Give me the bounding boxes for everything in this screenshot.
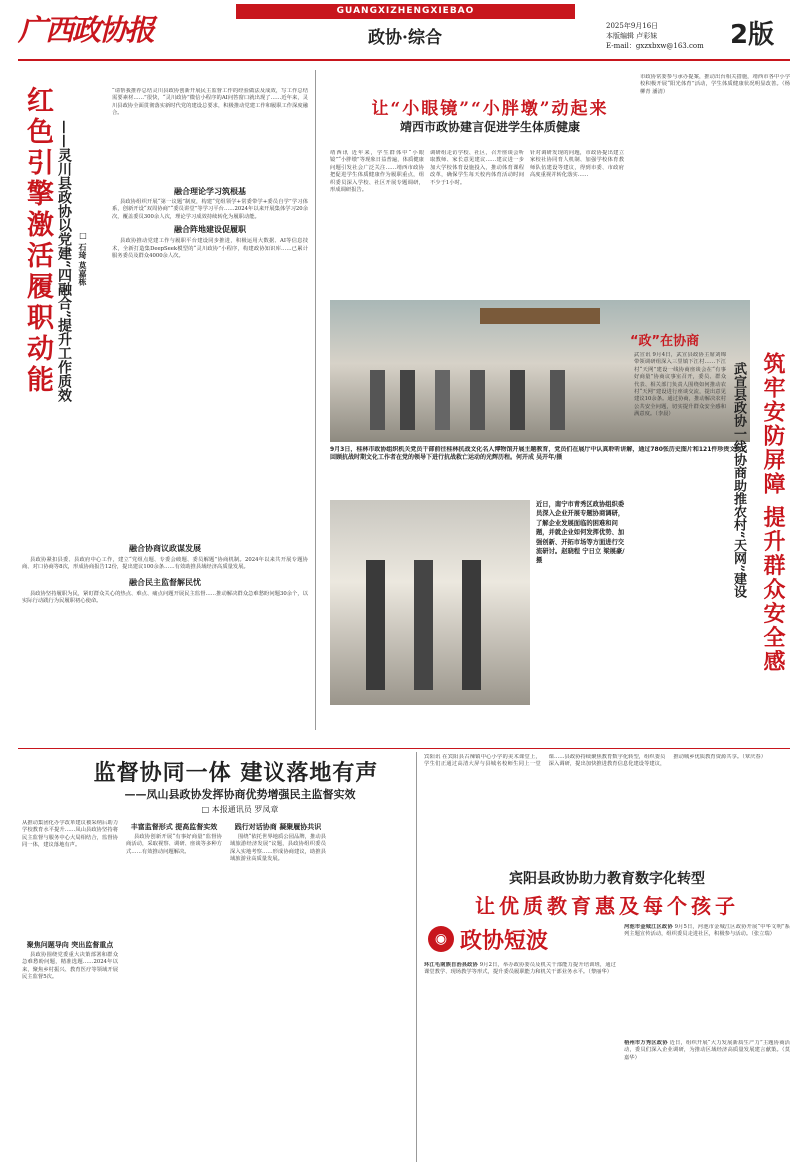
photo-figures [350,560,510,690]
top-story-col2: 调研组走访学校、社区，召开座谈会听取教师、家长意见建议……建议进一步加大学校体育设施投入，推动体育课程改革，确保学生每天校内体育活动时间不少于1小时。 [430,150,524,186]
brief-lead: 梧州市万秀区政协 [624,1040,668,1046]
bottom-left-col2 [126,820,222,1160]
briefs-title-box [424,922,616,956]
section-heading: 丰富监督形式 提高监督实效 [130,823,218,831]
section-text: 围绕“依托世界地质公园品牌，推动县域旅游经济发展”议题，县政协组织委员深入实地考察……形成协商建议，助推县域旅游业高质量发展。 [230,834,326,863]
top-story-col1: 靖西讯 近年来，学生群体中“小眼镜”“小胖墩”等现象日益普遍，体质健康问题引发社会广泛关注……靖西市政协把促进学生体质健康作为履职重点，组织委员深入学校、社区开展专题调研，形成调研报告。 [330,150,424,194]
section-title: 政协·综合 [368,28,442,48]
photo1-caption: 9月3日，桂林市政协组织机关党员干部前往桂林抗战文化名人博物馆开展主题教育，党员们在展厅中认真聆听讲解，通过780张历史图片和121件珍贵文物，回顾抗战时期文化工作者在党的领导下进行抗战救亡运动的光辉历程。何开成 吴开年/摄 [330,446,748,462]
bottom-left-col1 [22,938,118,1160]
right-story-text: 武宣讯 9月4日，武宣县政协主席刘锦带领调研组深入三里镇下江村……下江村“天网”建设一线协商座谈会在“有事好商量”协商议事室召开，委员、群众代表、相关部门负责人围绕如何推动农村“天网”建设进行座谈交流，提出意见建议10余条。通过协商，推动解决农村公共安全问题，切实提升群众安全感和满意度。（李晨） [634,352,726,418]
photo-banner [480,308,600,324]
date-line: 2025年9月16日 [606,22,659,30]
bottom-left-subtitle: ——凤山县政协发挥协商优势增强民主监督实效 [124,788,356,801]
masthead [0,0,811,58]
brief-lead: 环江毛南族自治县政协 [424,962,478,968]
brief-lead: 河池市金城江区政协 [624,924,673,930]
bottom-left-byline: □ 本报通讯员 罗凤章 [201,805,279,814]
pinyin-bar [236,4,575,19]
briefs-title: 政协短波 [460,929,549,954]
top-story-col4: 市政协常委参与承办提案，推动出台相关措施，靖西市各中小学校积极开展“阳光体育”活动，学生体质健康状况明显改善。（杨柳青 潘清） [640,74,790,95]
section-heading: 融合理论学习筑根基 [174,187,246,196]
section-heading: 融合阵地建设促履职 [174,225,246,235]
section-heading: 践行对话协商 凝聚履协共识 [234,823,322,831]
bottom-left-lead: 从推动集团化办学改革建议被采纳后助力学校教育水平提升……凤山县政协坚持将民主监督与服务中心大局相结合，监督协同一体，建议落地有声。 [22,820,118,849]
left-story-body [112,184,308,590]
zheng-label: “政”在协商 [630,334,700,349]
brief-text: 9月2日，举办政协委员及机关干部能力提升培训班，通过课堂教学、现场教学等形式，提升委员履职能力和机关干部业务水平。（黎丽华） [424,962,616,976]
bottom-right-title: 宾阳县政协助力教育数字化转型 [509,871,705,887]
section-text: 县政协紧扣县委、县政府中心工作，建立“党组点题、专委会破题、委员解题”协商机制。2024年以来共开展专题协商、对口协商等8次，形成协商报告12份，提出建议100余条……有效助推县域经济高质量发展。 [22,557,308,571]
brief-item [624,1040,790,1160]
photo-figures [370,370,620,430]
bottom-right-text: 宾阳讯 在宾阳县古辣镇中心小学的美术课堂上，学生们正通过高清大屏与县城名校师生同上一堂课……县政协持续聚焦教育数字化转型，组织委员深入调研，提出加快推进教育信息化建设等建议，推动城乡优质教育资源共享。（覃庆春） [424,754,767,768]
section-text: 县政协组织开展“第一议题”制度，构建“党组领学+常委带学+委员自学”学习体系，创新开设“双周协商”“委员讲堂”等学习平台……2024年以来开展集体学习20余次，覆盖委员300余人次，理论学习成效持续转化为履职动能。 [112,199,308,220]
section-text: 县政协坚持履职为民，紧盯群众关心的热点、难点、痛点问题开展民主监督……推动解决群众急难愁盼问题30余个，以实际行动践行为民履职初心使命。 [22,590,308,605]
pinyin-text: GUANGXIZHENGXIEBAO [336,6,475,16]
radio-icon: ◉ [428,926,454,952]
section-heading: 聚焦问题导向 突出监督重点 [26,941,114,949]
top-story-subtitle: 靖西市政协建言促进学生体质健康 [399,120,580,134]
top-story-title: 让“小眼镜”“小胖墩”动起来 [371,99,609,119]
brief-text: 近日，组织开展“大力发展新质生产力”主题协商活动，委员们深入企业调研，为推动区域经济高质量发展建言献策。（莫嘉华） [624,1040,790,1061]
section-text: 县政协围绕党委重大决策部署和群众急难愁盼问题，精准选题……2024年以来，聚焦乡村振兴、教育医疗等领域开展民主监督5次。 [22,952,118,981]
bottom-left-title: 监督协同一体 建议落地有声 [93,760,379,786]
left-story-byline: □ 石琦 莫嘉栋 [78,230,88,286]
right-story-subtitle: 武宣县政协一线协商助推农村“天网”建设 [731,362,746,598]
right-story-title: 筑牢安防屏障 提升群众安全感 [760,352,786,674]
section-text: 县政协推动党建工作与履职平台建设同步推进，积极运用大数据、AI等信息技术，全新打造集DeepSeek模型的“灵川政协”小程序，构建政协知识库……已累计服务委员及群众4000余人次。 [112,238,308,260]
section-heading: 融合民主监督解民忧 [129,577,201,587]
left-story-subtitle: ——灵川县政协以党建“四融合”提升工作质效 [56,120,72,403]
editor-line: 本版编辑 卢彩妹 [606,32,658,40]
brief-item [424,962,616,1160]
left-story-title: 红色引擎激活履职动能 [22,86,53,396]
brief-text: 9月5日，河池市金城江区政协开展“中华文明”系列主题宣传活动，组织委员走进社区，积极参与活动。（张立瑞） [624,924,790,938]
enterprise-visit-photo [330,500,530,705]
section-text: 县政协创新开展“有事好商量”监督协商活动，采取视察、调研、座谈等多种方式……有效推动问题解决。 [126,834,222,855]
email-line: E-mail：gxzxbxw@163.com [606,42,704,50]
left-story-lead: “请帮我推荐总结灵川县政协创新开展民主监督工作的经验做法及成效，写工作总结需要素材……”很快，“灵川政协”微信小程序的AI问答窗口就出现了……近年来，灵川县政协全面贯彻落实新时代党的建设总要求，积极推动党建工作和履职工作深度融合。 [112,88,308,117]
newspaper-logo: 广西政协报 [18,13,154,47]
section-heading: 融合协商议政谋发展 [129,544,201,553]
bottom-left-col3 [230,820,326,1160]
brief-item [624,924,790,984]
top-story-col3: 针对调研发现的问题，市政协提出建立家校社协同育人机制、加强学校体育教师队伍建设等建议，得到市委、市政府高度重视并转化落实…… [530,150,624,179]
bottom-right-subtitle: 让优质教育惠及每个孩子 [475,894,739,918]
photo2-caption: 近日，南宁市青秀区政协组织委员深入企业开展专题协商调研，了解企业发展面临的困难和问题，并就企业如何发挥优势、加强创新、开拓市场等方面进行交流研讨。赵晓程 宁日立 梁展豪/摄 [536,501,625,565]
page-number: 2版 [730,20,775,50]
